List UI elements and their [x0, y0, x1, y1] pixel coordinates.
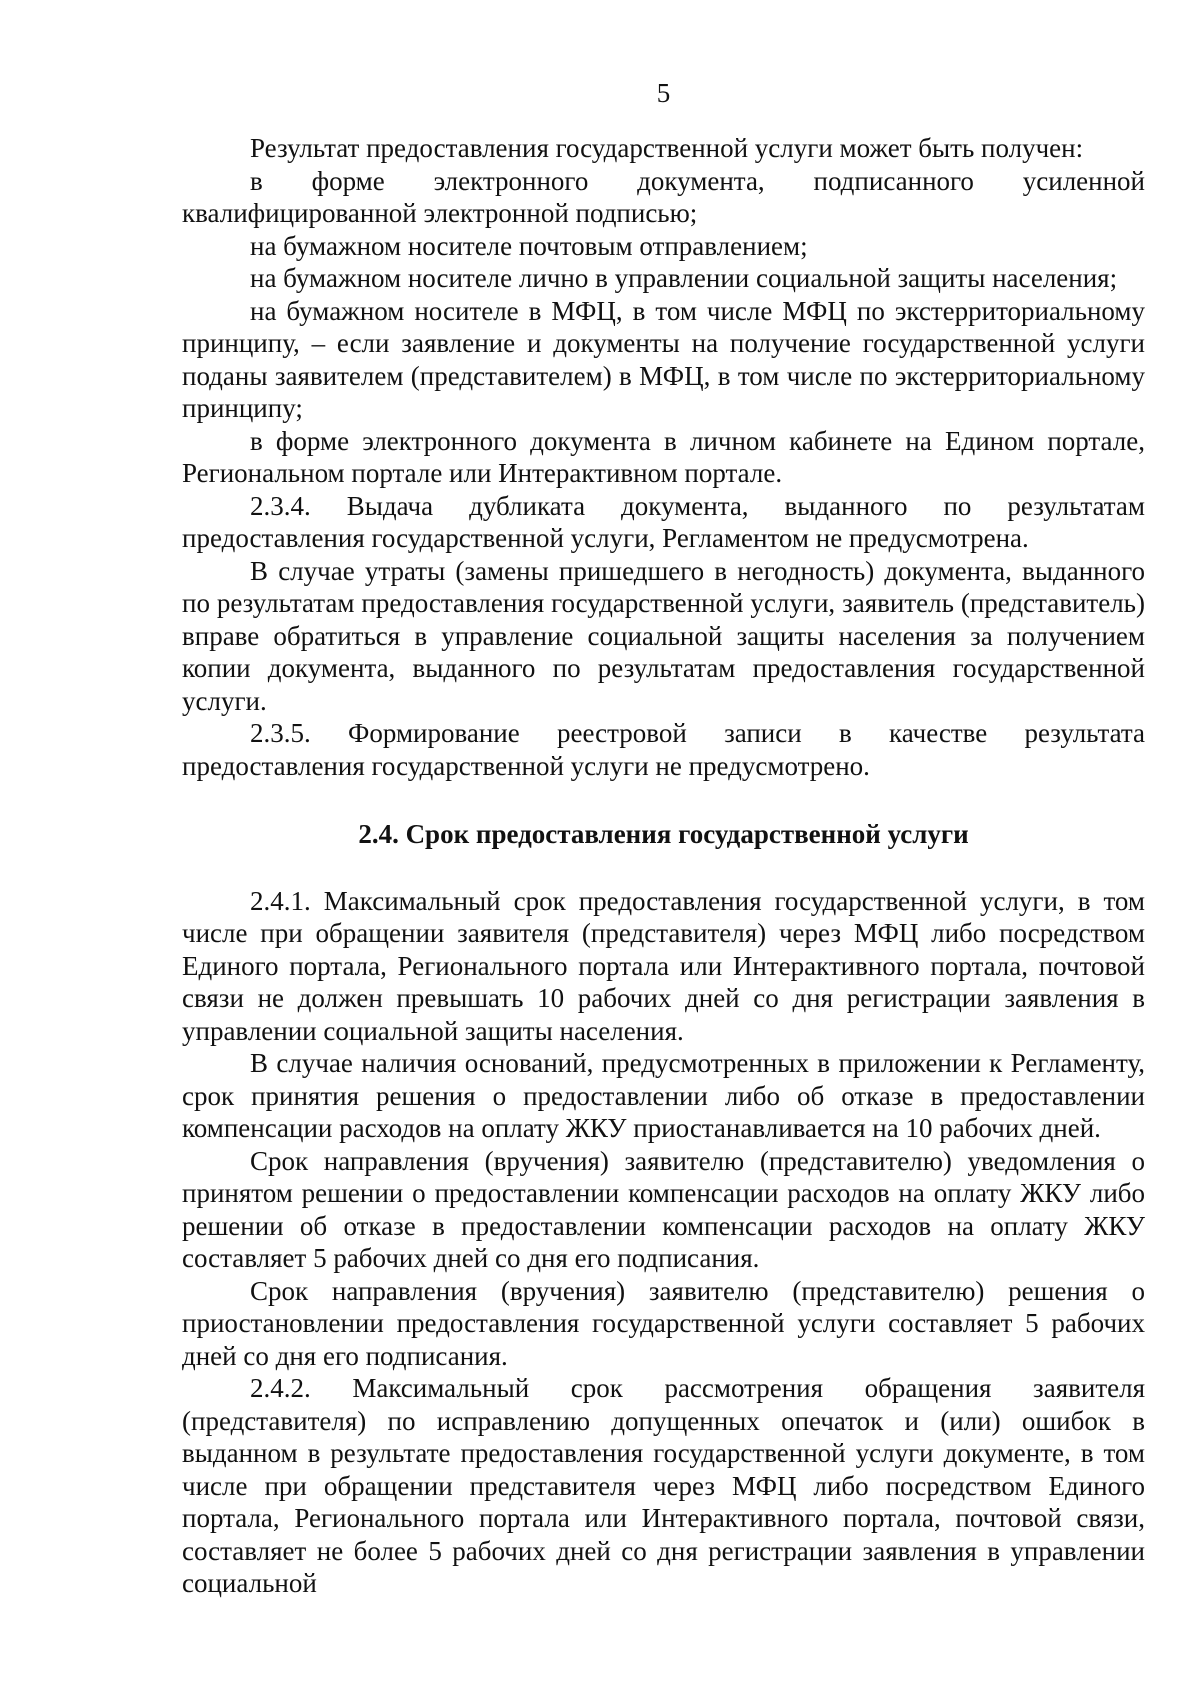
paragraph: Результат предоставления государственной услуги может быть получен:: [250, 133, 1084, 163]
paragraph: на бумажном носителе почтовым отправлением;: [250, 230, 808, 261]
document-page: [182, 0, 1145, 1696]
paragraph: Срок направления (вручения) заявителю (представителю) уведомления о принятом решении о предоставлении компенсации расходов на оплату ЖКУ либо решении об отказе в предоставлении компенсации расходов на оплату ЖКУ составляет 5 рабочих дней со дня его подписания.: [182, 1145, 1145, 1273]
paragraph: в форме электронного документа, подписанного усиленной квалифицированной электронной подписью;: [182, 165, 1145, 228]
paragraph: 2.4.1. Максимальный срок предоставления государственной услуги, в том числе при обращении заявителя (представителя) через МФЦ либо посредством Единого портала, Регионального портала или Интерактивного портала, почтовой связи не должен превышать 10 рабочих дней со дня регистрации заявления в управлении социальной защиты населения.: [182, 885, 1145, 1046]
paragraph: Срок направления (вручения) заявителю (представителю) решения о приостановлении предоставления государственной услуги составляет 5 рабочих дней со дня его подписания.: [182, 1275, 1145, 1371]
paragraph: 2.4.2. Максимальный срок рассмотрения обращения заявителя (представителя) по исправлению допущенных опечаток и (или) ошибок в выданном в результате предоставления государственной услуги документе, в том числе при обращении представителя через МФЦ либо посредством Единого портала, Регионального портала или Интерактивного портала, почтовой связи, составляет не более 5 рабочих дней со дня регистрации заявления в управлении социальной: [182, 1373, 1145, 1598]
paragraph: 2.3.4. Выдача дубликата документа, выданного по результатам предоставления государственной услуги, Регламентом не предусмотрена.: [182, 490, 1145, 553]
paragraph: в форме электронного документа в личном кабинете на Едином портале, Региональном портале или Интерактивном портале.: [182, 425, 1145, 488]
paragraph: на бумажном носителе лично в управлении социальной защиты населения;: [250, 263, 1118, 293]
document-body: [182, 132, 1145, 1600]
section-heading: 2.4. Срок предоставления государственной услуги: [358, 819, 969, 849]
paragraph: 2.3.5. Формирование реестровой записи в качестве результата предоставления государственной услуги не предусмотрено.: [182, 718, 1145, 781]
paragraph: на бумажном носителе в МФЦ, в том числе МФЦ по экстерриториальному принципу, – если заявление и документы на получение государственной услуги поданы заявителем (представителем) в МФЦ, в том числе по экстерриториальному принципу;: [182, 295, 1145, 423]
page-number: 5: [656, 78, 671, 108]
paragraph: В случае утраты (замены пришедшего в негодность) документа, выданного по результатам предоставления государственной услуги, заявитель (представитель) вправе обратиться в управление социальной защиты населения за получением копии документа, выданного по результатам предоставления государственной услуги.: [182, 555, 1145, 716]
paragraph: В случае наличия оснований, предусмотренных в приложении к Регламенту, срок принятия решения о предоставлении либо об отказе в предоставлении компенсации расходов на оплату ЖКУ приостанавливается на 10 рабочих дней.: [182, 1048, 1145, 1143]
